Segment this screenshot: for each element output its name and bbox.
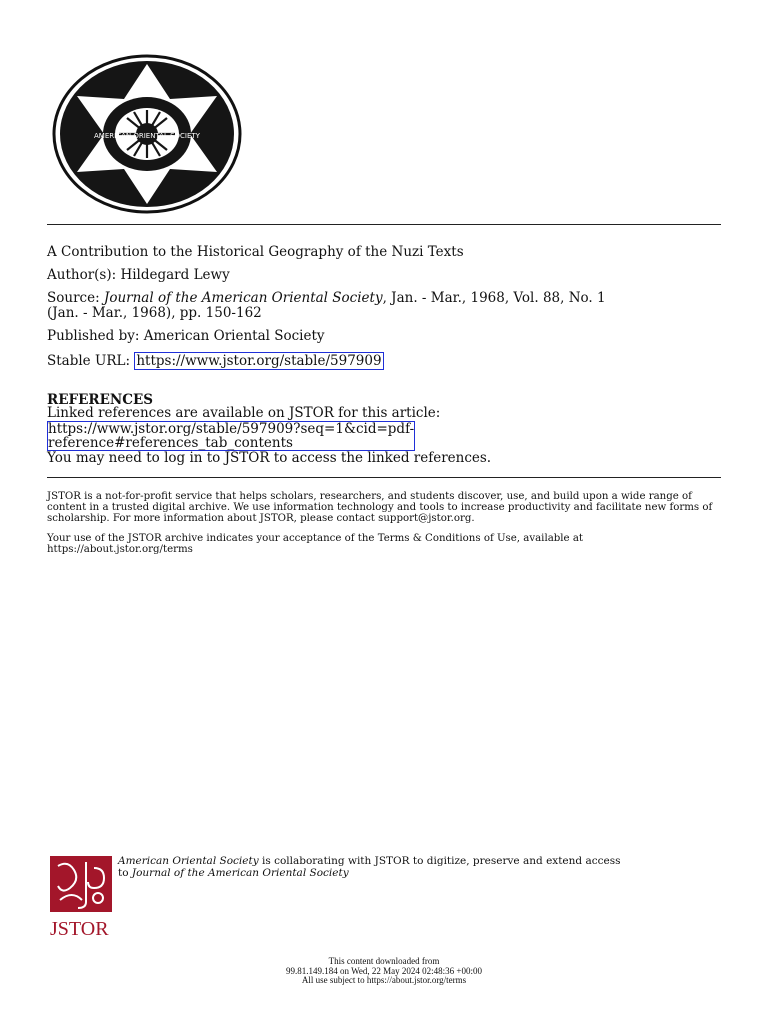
jstor-notice: JSTOR is a not-for-profit service that helps scholars, researchers, and students discover, use, and build upon a wide range of content in a trusted digital archive. We use information technology and tools to increase productivity and facilitate new forms of scholarship. For more information about JSTOR, please contact support@jstor.org. <box>47 491 713 524</box>
source-details: , Jan. - Mar., 1968, Vol. 88, No. 1 <box>382 290 606 306</box>
references-url-line-2[interactable]: reference#references_tab_contents <box>48 434 293 451</box>
source-line-2: (Jan. - Mar., 1968), pp. 150-162 <box>47 305 262 321</box>
references-heading: REFERENCES <box>47 392 154 408</box>
collab-to: to <box>118 867 132 879</box>
references-note: You may need to log in to JSTOR to access the linked references. <box>47 449 492 466</box>
download-footer <box>150 957 618 986</box>
references-link[interactable] <box>47 421 415 451</box>
collab-middle: is collaborating with JSTOR to digitize, preserve and extend access <box>258 855 621 867</box>
references-intro: Linked references are available on JSTOR for this article: <box>47 405 441 421</box>
jstor-wordmark: JSTOR <box>50 918 109 940</box>
footer-line-1: This content downloaded from <box>328 956 440 966</box>
author-label: Author(s): <box>47 267 117 283</box>
source-line <box>47 290 606 306</box>
references-body <box>47 406 491 465</box>
jstor-logo <box>50 856 112 940</box>
footer-line-2: 99.81.149.184 on Wed, 22 May 2024 02:48:36 +00:00 <box>286 965 482 976</box>
source-label: Source: <box>47 290 100 306</box>
publisher-label: Published by: <box>47 328 140 344</box>
author-name: Hildegard Lewy <box>120 267 230 283</box>
collab-journal: Journal of the American Oriental Society <box>131 867 349 879</box>
publisher-name: American Oriental Society <box>143 328 325 344</box>
journal-name: Journal of the American Oriental Society <box>103 290 383 306</box>
footer-line-3: All use subject to https://about.jstor.org/terms <box>301 975 467 986</box>
stable-url-link[interactable]: https://www.jstor.org/stable/597909 <box>136 353 382 369</box>
stable-url-label: Stable URL: <box>47 353 131 369</box>
seal-text: AMERICAN ORIENTAL SOCIETY <box>94 132 200 140</box>
collaboration-notice <box>118 855 620 879</box>
collab-org: American Oriental Society <box>118 855 259 867</box>
references-url-line-1[interactable]: https://www.jstor.org/stable/597909?seq=1&cid=pdf- <box>48 420 415 437</box>
publisher-line <box>47 328 325 344</box>
middle-rule <box>47 477 721 478</box>
jstor-emblem-icon <box>50 856 112 912</box>
american-oriental-society-seal <box>52 54 242 214</box>
collab-line-1 <box>118 855 620 867</box>
article-title: A Contribution to the Historical Geography of the Nuzi Texts <box>47 244 464 260</box>
author-line <box>47 267 230 283</box>
collab-line-2 <box>118 867 620 879</box>
stable-url-line <box>47 353 384 369</box>
top-rule <box>47 224 721 225</box>
terms-notice: Your use of the JSTOR archive indicates your acceptance of the Terms & Conditions of Use, available at https://about.jstor.org/terms <box>47 533 583 555</box>
